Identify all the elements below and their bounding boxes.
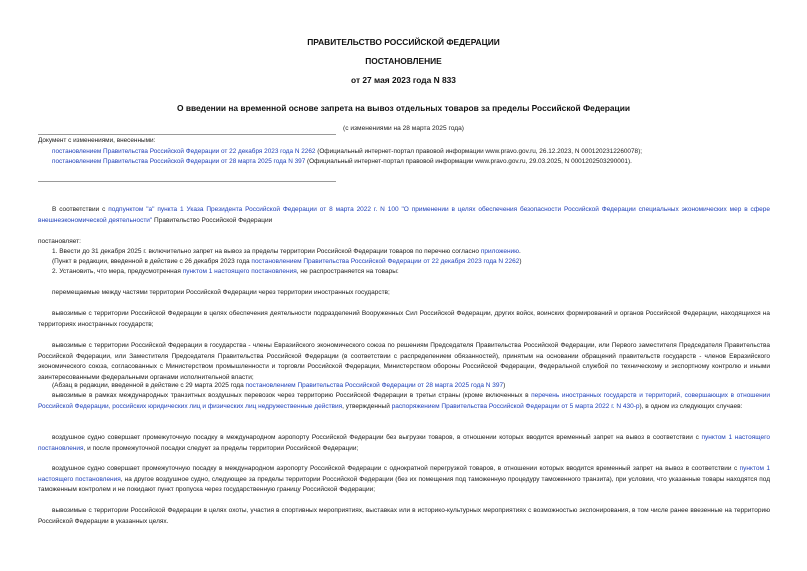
change-source: (Официальный интернет-портал правовой информации www.pravo.gov.ru, 29.03.2025, N 0001202503290001).: [305, 158, 632, 165]
changes-block: [38, 136, 783, 168]
unfriendly-states-list-link[interactable]: перечень иностранных государств и территорий, совершающих в отношении Российской Федерации, российских юридических лиц и физических лиц недружественные действия: [38, 392, 770, 410]
item-1-link[interactable]: пунктом 1 настоящего постановления: [38, 465, 770, 483]
item-2-paragraph: 2. Установить, что мера, предусмотренная пунктом 1 настоящего постановления, не распространяется на товары:: [52, 268, 399, 275]
exemption-hunting-events-paragraph: вывозимые с территории Российской Федерации в целях охоты, участия в спортивных мероприятиях, выставках или в историко-культурных мероприятиях с возможностью экспонирования, в том числе ранее ввезенные на территорию Российской Федерации в указанных целях.: [38, 507, 770, 525]
revision-note: (с изменениями на 28 марта 2025 года): [343, 125, 464, 132]
item-1-link[interactable]: пунктом 1 настоящего постановления: [182, 268, 297, 275]
document-date-number: от 27 мая 2023 года N 833: [351, 75, 456, 85]
item-1-paragraph: 1. Ввести до 31 декабря 2025 г. включительно запрет на вывоз за пределы территории Российской Федерации товаров по перечню согласно приложению.: [52, 248, 521, 255]
resolution-397-link[interactable]: постановлением Правительства Российской Федерации от 28 марта 2025 года N 397: [245, 382, 504, 389]
government-heading: ПРАВИТЕЛЬСТВО РОССИЙСКОЙ ФЕДЕРАЦИИ: [307, 37, 500, 47]
preamble-paragraph: В соответствии с подпунктом "а" пункта 1 Указа Президента Российской Федерации от 8 марта 2022 г. N 100 "О применении в целях обеспечения безопасности Российской Федерации специальных экономических мер в сфере внешнеэкономической деятельности" Правительство Российской Федерации: [38, 206, 770, 224]
change-source: (Официальный интернет-портал правовой информации www.pravo.gov.ru, 26.12.2023, N 0001202312260078);: [315, 147, 643, 155]
divider-top: [38, 134, 336, 135]
case-transshipment-paragraph: воздушное судно совершает промежуточную посадку в международном аэропорту Российской Федерации с однократной перегрузкой товаров, в отношении которых вводится временный запрет на вывоз в соответствии с пунктом 1 настоящего постановления, на другое воздушное судно, следующее за пределы территории Российской Федерации (без их помещения под таможенную процедуру таможенного транзита), при условии, что указанные товары находятся под таможенным контролем и не покидают пункт пропуска через государственную границу Российской Федерации;: [38, 465, 770, 493]
change-link-2262[interactable]: постановлением Правительства Российской Федерации от 22 декабря 2023 года N 2262: [52, 147, 316, 155]
change-item: [38, 147, 783, 158]
changes-intro: Документ с изменениями, внесенными:: [38, 137, 156, 144]
item-1-edit-note: (Пункт в редакции, введенной в действие с 26 декабря 2023 года постановлением Правительства Российской Федерации от 22 декабря 2023 года N 2262): [52, 258, 522, 265]
divider-bottom: [38, 181, 336, 182]
eaeu-edit-note: (Абзац в редакции, введенной в действие с 29 марта 2025 года постановлением Правительства Российской Федерации от 28 марта 2025 года N 397): [52, 382, 506, 389]
item-1-link[interactable]: пунктом 1 настоящего постановления: [38, 434, 770, 452]
exemption-eaeu-paragraph: вывозимые с территории Российской Федерации в государства - члены Евразийского экономического союза по решениям Председателя Правительства Российской Федерации, или Первого заместителя Председателя Правительства Российской Федерации, или Заместителя Председателя Правительства Российской Федерации (в соответствии с распределением обязанностей), принятым на основании обращений правительств государств - членов Евразийского экономического союза, согласованных с Министерством промышленности и торговли Российской Федерации, Министерством обороны Российской Федерации, Федеральной службой по техническому и экспортному контролю и иными заинтересованными федеральными органами исполнительной власти;: [38, 342, 770, 381]
change-link-397[interactable]: постановлением Правительства Российской Федерации от 28 марта 2025 года N 397: [52, 158, 306, 165]
decree-100-link[interactable]: подпунктом "а" пункта 1 Указа Президента Российской Федерации от 8 марта 2022 г. N 100 "О применении в целях обеспечения безопасности Российской Федерации специальных экономических мер в сфере внешнеэкономической деятельности": [38, 206, 770, 224]
document-title: О введении на временной основе запрета на вывоз отдельных товаров за пределы Российской Федерации: [176, 103, 631, 113]
exemption-air-transit-paragraph: вывозимые в рамках международных транзитных воздушных перевозок через территорию Российской Федерации в третьи страны (кроме включенных в перечень иностранных государств и территорий, совершающих в отношении Российской Федерации, российских юридических лиц и физических лиц недружественные действия, утвержденный распоряжением Правительства Российской Федерации от 5 марта 2022 г. N 430-р), в одном из следующих случаев:: [38, 392, 770, 410]
exemption-transit-paragraph: перемещаемые между частями территории Российской Федерации через территории иностранных государств;: [52, 289, 390, 296]
exemption-armed-forces-paragraph: вывозимые с территории Российской Федерации в целях обеспечения деятельности подразделений Вооруженных Сил Российской Федерации, других войск, воинских формирований и органов Российской Федерации, находящихся на территориях иностранных государств;: [38, 310, 770, 328]
order-430r-link[interactable]: распоряжением Правительства Российской Федерации от 5 марта 2022 г. N 430-р: [391, 402, 640, 410]
resolves-word: постановляет:: [38, 238, 81, 245]
change-item: [38, 157, 783, 168]
document-type: ПОСТАНОВЛЕНИЕ: [365, 56, 442, 66]
case-stopover-paragraph: воздушное судно совершает промежуточную посадку в международном аэропорту Российской Федерации без выгрузки товаров, в отношении которых вводится временный запрет на вывоз в соответствии с пунктом 1 настоящего постановления, и после промежуточной посадки следует за пределы территории Российской Федерации;: [38, 434, 770, 452]
appendix-link[interactable]: приложению: [480, 248, 520, 255]
resolution-2262-link[interactable]: постановлением Правительства Российской Федерации от 22 декабря 2023 года N 2262: [251, 258, 520, 265]
